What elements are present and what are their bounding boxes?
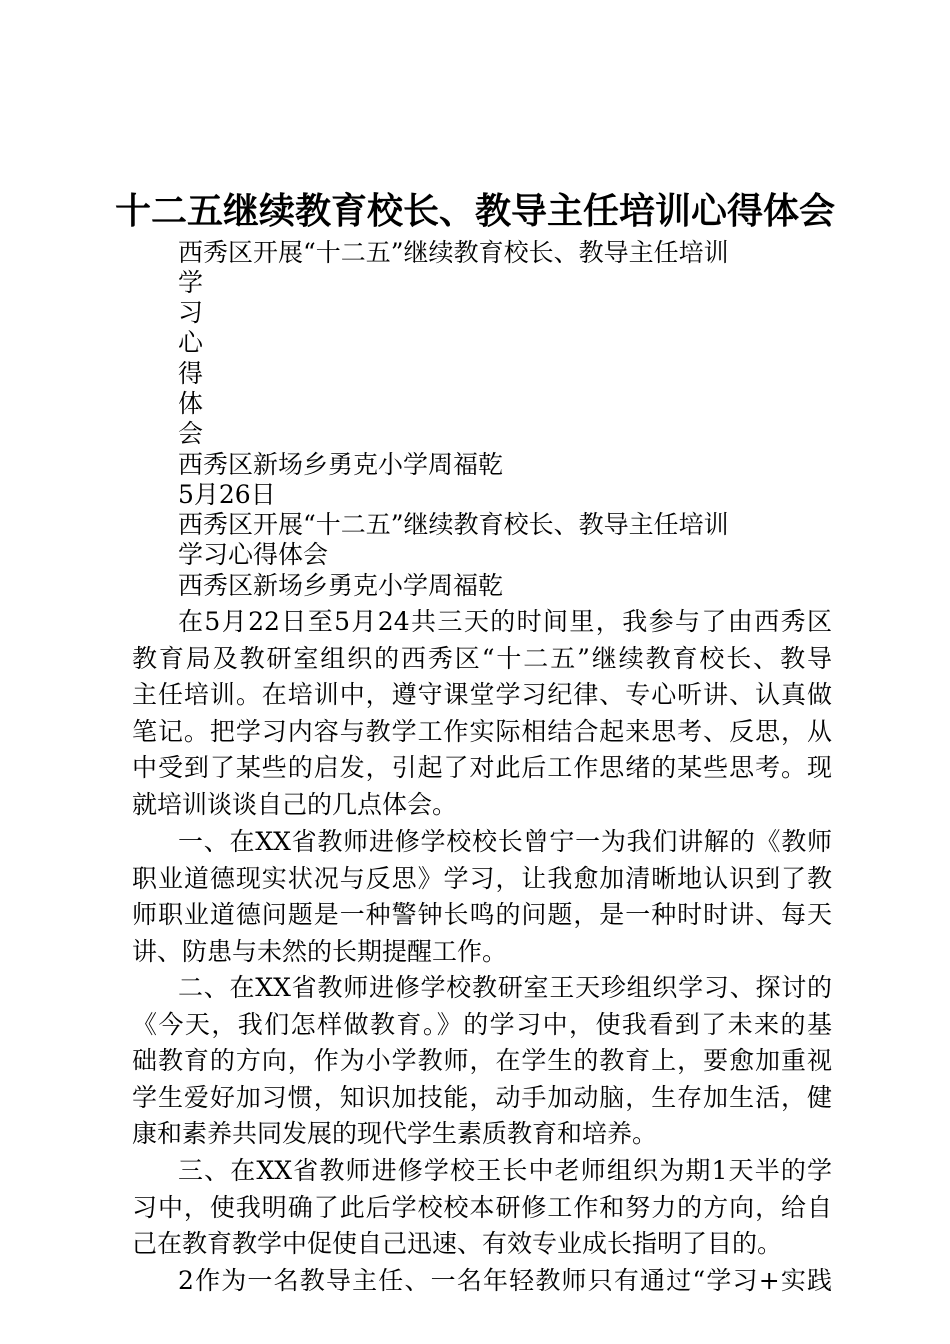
- paragraph-line: 职业道德现实状况与反思》学习，让我愈加清晰地认识到了教: [132, 863, 832, 893]
- date-line: 5月26日: [178, 480, 276, 509]
- paragraph-line: 础教育的方向，作为小学教师，在学生的教育上，要愈加重视: [132, 1046, 832, 1076]
- paragraph-line: 二、在XX省教师进修学校教研室王天珍组织学习、探讨的: [178, 973, 832, 1002]
- paragraph-line: 学生爱好加习惯，知识加技能，动手加动脑，生存加生活，健: [132, 1082, 832, 1112]
- author-line: 西秀区新场乡勇克小学周福乾: [178, 450, 504, 479]
- body-paragraph: [132, 824, 832, 970]
- paragraph-line: 中受到了某些的启发，引起了对此后工作思绪的某些思考。现: [132, 753, 832, 783]
- header-line: 体: [178, 389, 204, 418]
- body-paragraph: [132, 1153, 832, 1263]
- body-paragraph: [132, 970, 832, 1153]
- paragraph-line: 《今天，我们怎样做教育。》的学习中，使我看到了未来的基: [132, 1009, 832, 1039]
- paragraph-line: 2作为一名教导主任、一名年轻教师只有通过“学习+实践: [178, 1266, 832, 1295]
- header-line: 习: [178, 298, 204, 327]
- paragraph-line: 讲、防患与未然的长期提醒工作。: [132, 936, 508, 966]
- paragraph-line: 三、在XX省教师进修学校王长中老师组织为期1天半的学: [178, 1156, 832, 1185]
- header-line: 西秀区开展“十二五”继续教育校长、教导主任培训: [178, 238, 729, 267]
- document-title: 十二五继续教育校长、教导主任培训心得体会: [114, 190, 835, 232]
- paragraph-line: 教育局及教研室组织的西秀区“十二五”继续教育校长、教导: [132, 643, 832, 673]
- paragraph-line: 主任培训。在培训中，遵守课堂学习纪律、专心听讲、认真做: [132, 680, 832, 710]
- header-line: 会: [178, 419, 204, 448]
- header-line: 心: [178, 328, 204, 357]
- paragraph-line: 就培训谈谈自己的几点体会。: [132, 789, 458, 819]
- paragraph-line: 习中，使我明确了此后学校校本研修工作和努力的方向，给自: [132, 1192, 832, 1222]
- paragraph-line: 师职业道德问题是一种警钟长鸣的问题，是一种时时讲、每天: [132, 900, 832, 930]
- body-paragraph: [132, 604, 832, 824]
- paragraph-line: 笔记。把学习内容与教学工作实际相结合起来思考、反思，从: [132, 716, 832, 746]
- body-paragraph: [132, 1263, 832, 1300]
- header-line: 学: [178, 268, 204, 297]
- paragraph-line: 己在教育教学中促使自己迅速、有效专业成长指明了目的。: [132, 1229, 783, 1259]
- header-line: 得: [178, 359, 204, 388]
- header-line: 西秀区开展“十二五”继续教育校长、教导主任培训: [178, 510, 729, 539]
- header-line: 学习心得体会: [178, 540, 329, 569]
- author-line: 西秀区新场乡勇克小学周福乾: [178, 571, 504, 600]
- paragraph-line: 康和素养共同发展的现代学生素质教育和培养。: [132, 1119, 658, 1149]
- paragraph-line: 一、在XX省教师进修学校校长曾宁一为我们讲解的《教师: [178, 827, 832, 856]
- paragraph-line: 在5月22日至5月24共三天的时间里，我参与了由西秀区: [178, 607, 832, 636]
